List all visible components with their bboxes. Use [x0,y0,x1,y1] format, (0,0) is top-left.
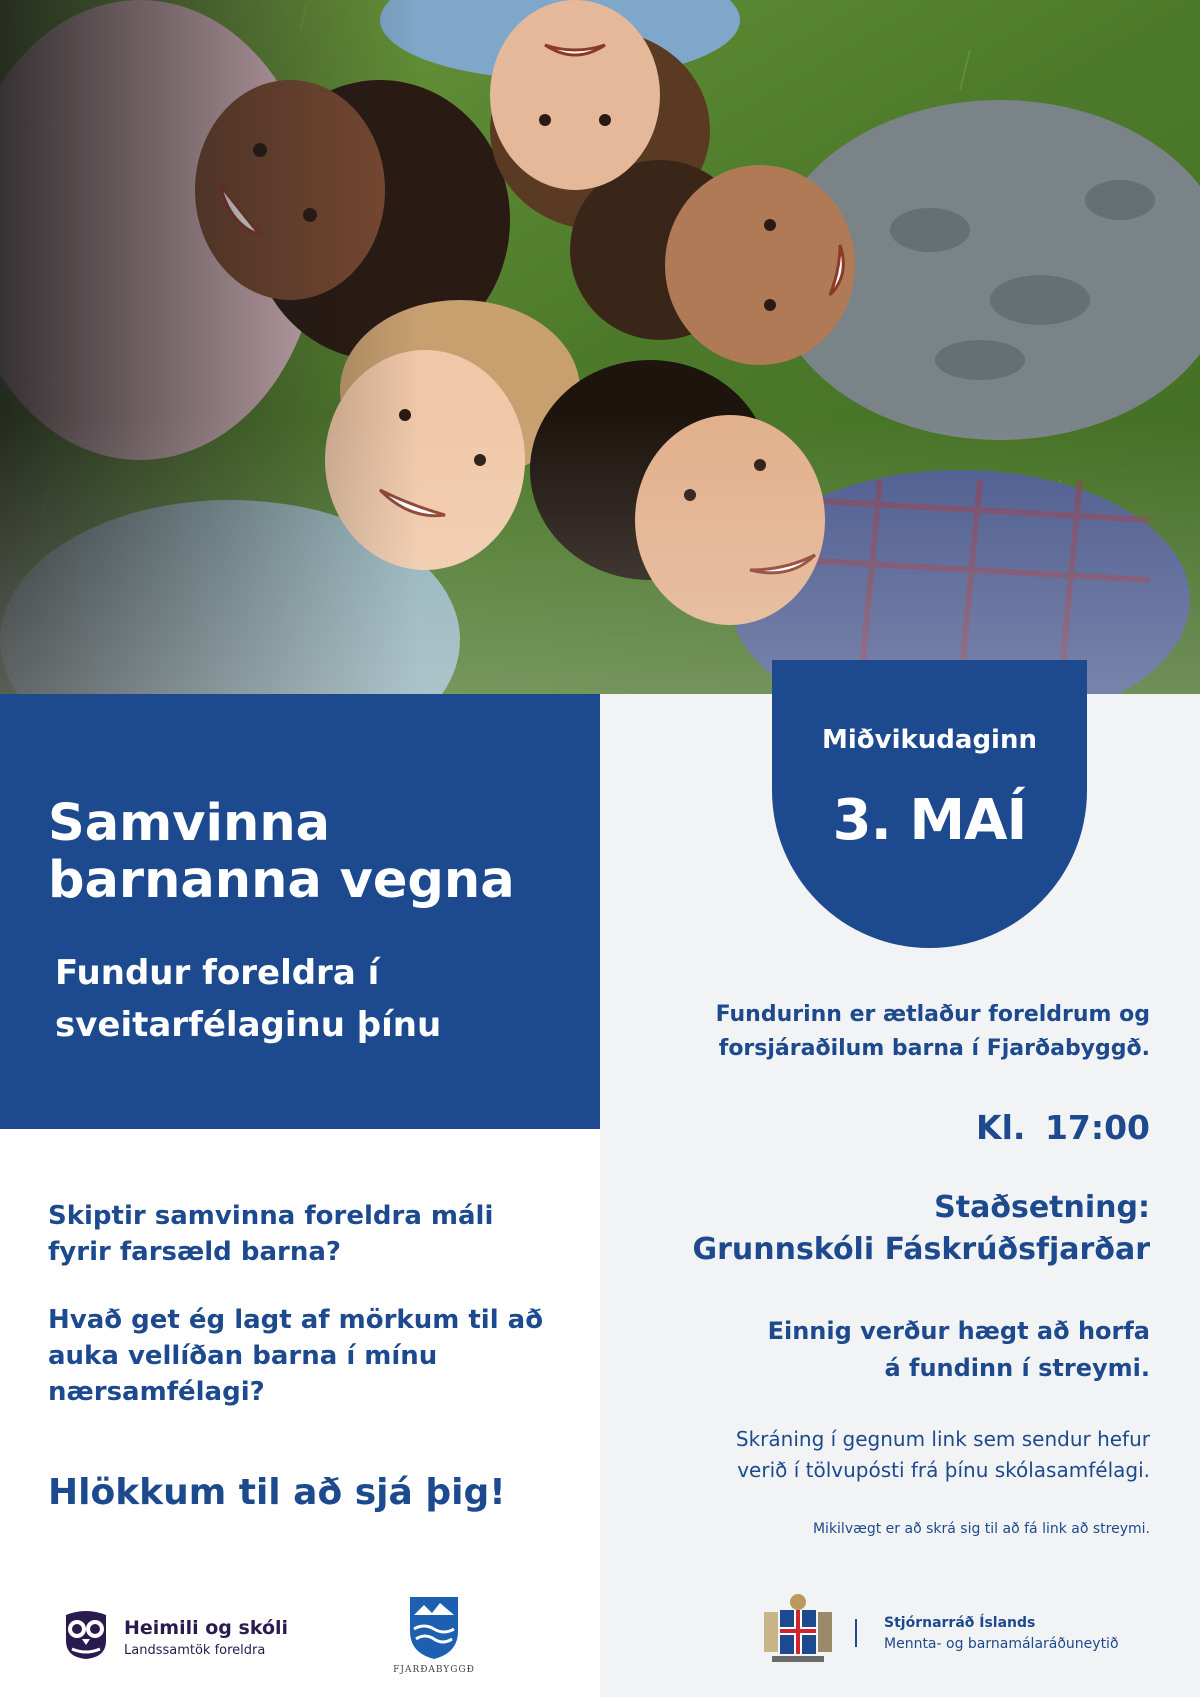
subtitle-line: Fundur foreldra í [55,953,380,993]
intro-text [650,998,1150,1066]
title-line: barnanna vegna [48,851,515,910]
location-value: Grunnskóli Fáskrúðsfjarðar [692,1232,1150,1267]
fjardabyggd-name: FJARÐABYGGÐ [393,1665,475,1675]
heimili-og-skoli-tagline: Landssamtök foreldra [124,1643,266,1658]
location-label: Staðsetning: [934,1190,1150,1225]
stream-text [730,1313,1150,1387]
hero-photo [0,0,1200,694]
call-to-action: Hlökkum til að sjá þig! [48,1472,506,1513]
stream-line: á fundinn í streymi. [884,1354,1150,1382]
children-in-grass-image [0,0,1200,694]
question-1 [48,1198,528,1270]
heimili-og-skoli-name: Heimili og skóli [124,1617,289,1639]
icelandic-coat-of-arms-icon [758,1590,838,1670]
ministry-name: Mennta- og barnamálaráðuneytið [884,1636,1119,1652]
logo-divider [855,1619,857,1647]
intro-line: Fundurinn er ætlaður foreldrum og [715,1002,1150,1027]
meeting-time: Kl. 17:00 [976,1108,1150,1147]
registration-text [670,1424,1150,1486]
stream-note: Mikilvægt er að skrá sig til að fá link að streymi. [812,1521,1150,1537]
question-line: fyrir farsæld barna? [48,1237,341,1267]
coat-of-arms-icon [758,1590,838,1670]
question-line: Skiptir samvinna foreldra máli [48,1201,494,1231]
fjardabyggd-logo [392,1593,476,1683]
question-line: nærsamfélagi? [48,1377,265,1407]
question-line: Hvað get ég lagt af mörkum til að [48,1305,544,1335]
heimili-og-skoli-logo [58,1605,298,1665]
stjornarrad-name: Stjórnarráð Íslands [884,1615,1036,1631]
stream-line: Einnig verður hægt að horfa [767,1317,1150,1345]
question-2 [48,1302,548,1410]
question-line: auka vellíðan barna í mínu [48,1341,438,1371]
date-day-month: 3. MAÍ [832,788,1027,853]
title-panel [0,694,600,1129]
register-line: Skráning í gegnum link sem sendur hefur [735,1427,1150,1451]
intro-line: forsjáraðilum barna í Fjarðabyggð. [718,1036,1150,1061]
register-line: verið í tölvupósti frá þínu skólasamfélagi. [737,1458,1150,1482]
subtitle-line: sveitarfélaginu þínu [55,1005,442,1045]
date-weekday: Miðvikudaginn [821,725,1037,755]
poster-title [48,795,588,909]
poster-subtitle [55,947,575,1051]
owl-icon [58,1605,114,1661]
fjardabyggd-shield-icon [392,1593,476,1661]
title-line: Samvinna [48,794,331,853]
